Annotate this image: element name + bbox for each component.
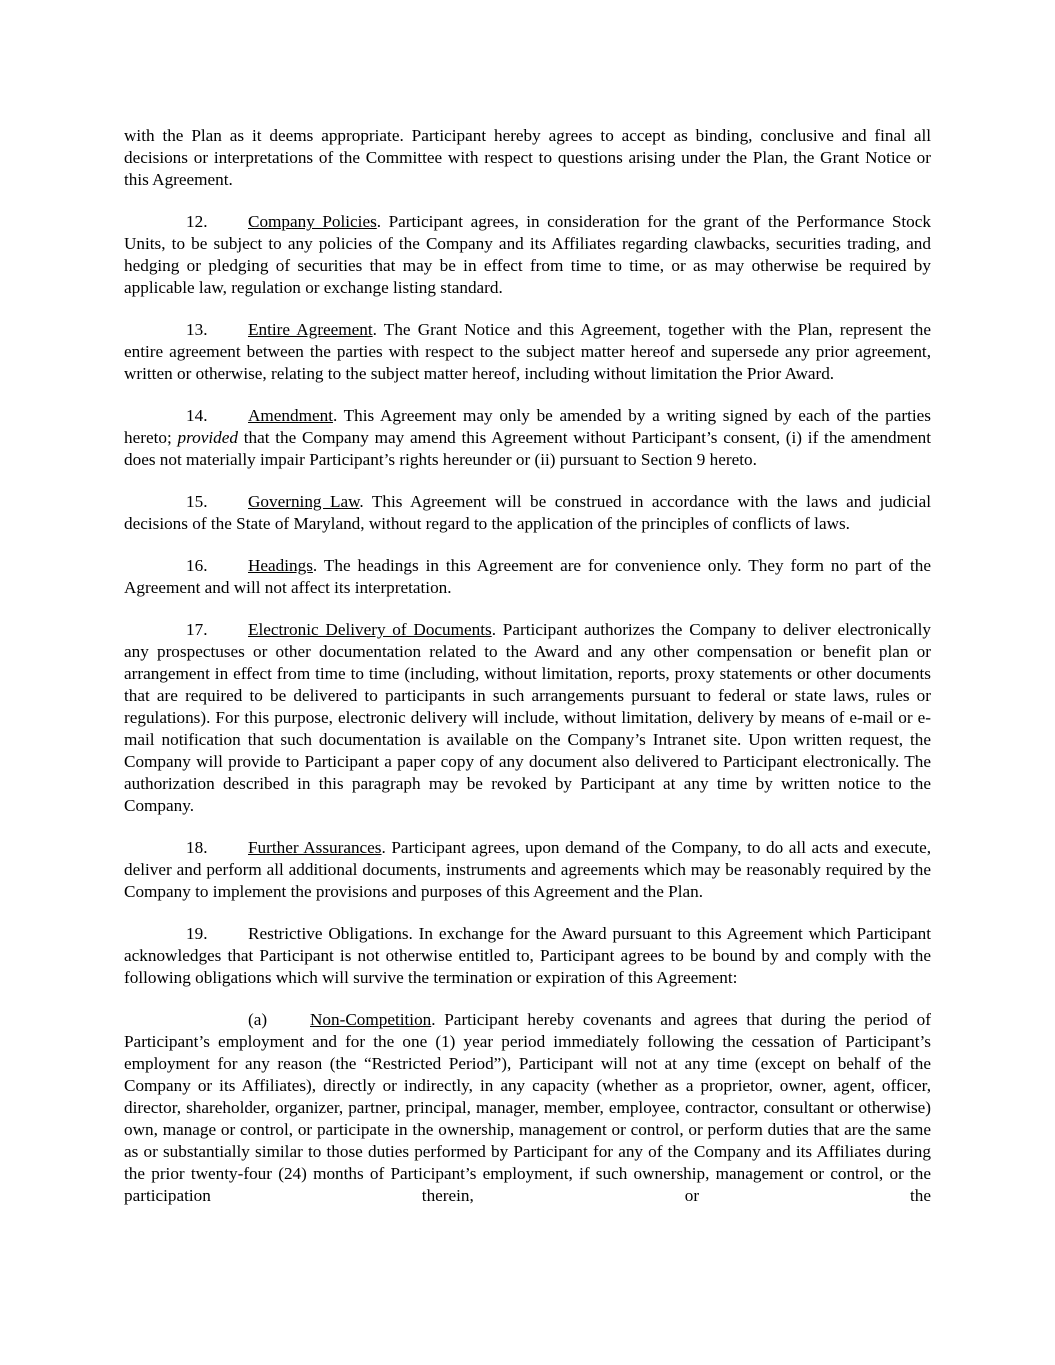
paragraph-14 xyxy=(124,405,931,471)
paragraph-number: 18. xyxy=(186,838,208,857)
paragraph-13 xyxy=(124,319,931,385)
paragraph-19a xyxy=(124,1009,931,1207)
paragraph-heading: Headings xyxy=(248,556,313,575)
paragraph-number: 15. xyxy=(186,492,208,511)
paragraph-heading: Governing Law xyxy=(248,492,360,511)
paragraph-11-continuation xyxy=(124,125,931,191)
paragraph-number: 12. xyxy=(186,212,208,231)
paragraph-text: that the Company may amend this Agreement without Participant’s consent, (i) if the amendment does not materially impair Participant’s rights hereunder or (ii) pursuant to Section 9 hereto. xyxy=(124,428,931,469)
paragraph-text: with the Plan as it deems appropriate. Participant hereby agrees to accept as binding, conclusive and final all decisions or interpretations of the Committee with respect to questions arising under the Plan, the Grant Notice or this Agreement. xyxy=(124,126,931,189)
paragraph-15 xyxy=(124,491,931,535)
paragraph-17 xyxy=(124,619,931,817)
paragraph-12 xyxy=(124,211,931,299)
paragraph-text: . Participant agrees, in consideration for the grant of the Performance Stock Units, to be subject to any policies of the Company and its Affiliates regarding clawbacks, securities trading, and hedging or pledging of securities that may be in effect from time to time, or as may otherwise be required by applicable law, regulation or exchange listing standard. xyxy=(124,212,931,297)
paragraph-text: In exchange for the Award pursuant to this Agreement which Participant acknowledges that Participant is not otherwise entitled to, Participant agrees to be bound by and comply with the following obligations which will survive the termination or expiration of this Agreement: xyxy=(124,924,931,987)
paragraph-text: . Participant authorizes the Company to deliver electronically any prospectuses or other documentation related to the Award and any other compensation or benefit plan or arrangement in effect from time to time (including, without limitation, reports, proxy statements or other documents that are required to be delivered to participants in such arrangements pursuant to federal or state laws, rules or regulations). For this purpose, electronic delivery will include, without limitation, delivery by means of e-mail or e-mail notification that such documentation is available on the Company’s Intranet site. Upon written request, the Company will provide to Participant a paper copy of any document also delivered to Participant electronically. The authorization described in this paragraph may be revoked by Participant at any time by written notice to the Company. xyxy=(124,620,931,815)
paragraph-16 xyxy=(124,555,931,599)
document-page xyxy=(124,125,931,1227)
paragraph-18 xyxy=(124,837,931,903)
paragraph-19 xyxy=(124,923,931,989)
paragraph-text: . The Grant Notice and this Agreement, together with the Plan, represent the entire agreement between the parties with respect to the subject matter hereof and supersede any prior agreement, written or otherwise, relating to the subject matter hereof, including without limitation the Prior Award. xyxy=(124,320,931,383)
paragraph-heading: Amendment xyxy=(248,406,333,425)
paragraph-number: 17. xyxy=(186,620,208,639)
paragraph-number: 16. xyxy=(186,556,208,575)
paragraph-heading: Further Assurances xyxy=(248,838,382,857)
paragraph-number: (a) xyxy=(248,1010,268,1029)
paragraph-number: 13. xyxy=(186,320,208,339)
paragraph-heading: Entire Agreement xyxy=(248,320,373,339)
paragraph-heading: Non-Competition xyxy=(310,1010,432,1029)
paragraph-heading: Company Policies xyxy=(248,212,377,231)
paragraph-text: . Participant agrees, upon demand of the Company, to do all acts and execute, deliver and perform all additional documents, instruments and agreements which may be reasonably required by the Company to implement the provisions and purposes of this Agreement and the Plan. xyxy=(124,838,931,901)
paragraph-text: . Participant hereby covenants and agrees that during the period of Participant’s employment and for the one (1) year period immediately following the cessation of Participant’s employment for any reason (the “Restricted Period”), Participant will not at any time (except on behalf of the Company or its Affiliates), directly or indirectly, in any capacity (whether as a proprietor, owner, agent, officer, director, shareholder, organizer, partner, principal, manager, member, employee, contractor, consultant or otherwise) own, manage or control, or participate in the ownership, management or control, or perform duties that are the same as or substantially similar to those duties performed by Participant for any of the Company and its Affiliates during the prior twenty-four (24) months of Participant’s employment, if such ownership, management or control, or the participation therein, or the xyxy=(124,1010,931,1205)
paragraph-italic-term: provided xyxy=(177,428,238,447)
paragraph-number: 19. xyxy=(186,924,208,943)
paragraph-text: . This Agreement will be construed in accordance with the laws and judicial decisions of the State of Maryland, without regard to the application of the principles of conflicts of laws. xyxy=(124,492,931,533)
paragraph-heading: Restrictive Obligations. xyxy=(248,924,413,943)
paragraph-text: . The headings in this Agreement are for convenience only. They form no part of the Agreement and will not affect its interpretation. xyxy=(124,556,931,597)
paragraph-text: . This Agreement may only be amended by a writing signed by each of the parties hereto; xyxy=(124,406,931,447)
paragraph-number: 14. xyxy=(186,406,208,425)
paragraph-heading: Electronic Delivery of Documents xyxy=(248,620,492,639)
